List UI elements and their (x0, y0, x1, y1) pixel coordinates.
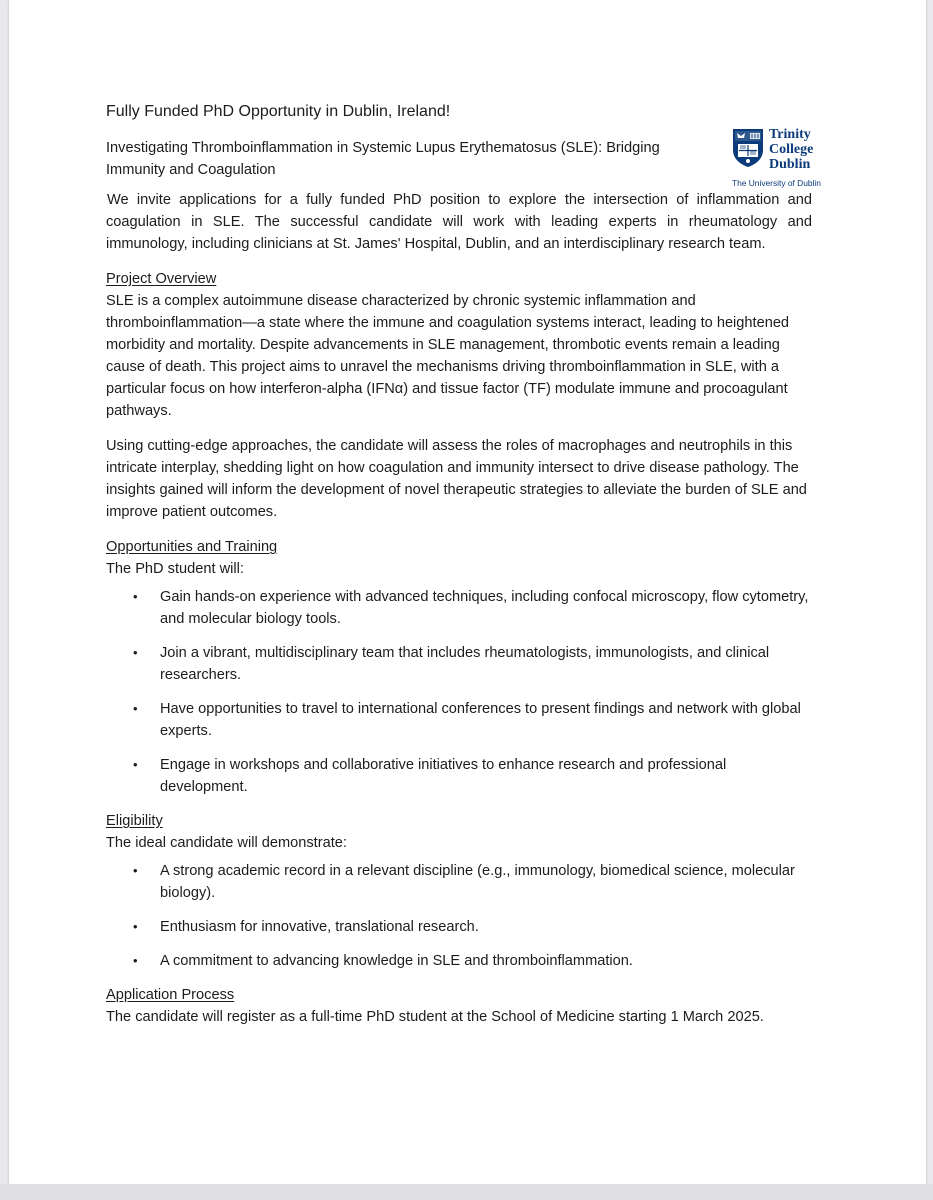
bullet-icon: • (133, 919, 138, 934)
logo-tagline: The University of Dublin (732, 178, 821, 188)
list-item (106, 698, 812, 742)
list-item (106, 586, 812, 630)
intro-paragraph: We invite applications for a fully funded PhD position to explore the intersection of inflammation and coagulation in SLE. The successful candidate will work with leading experts in rheumatology and immunology, including clinicians at St. James' Hospital, Dublin, and an interdisciplinary research team. (106, 192, 812, 252)
bullet-icon: • (133, 757, 138, 772)
training-list (106, 586, 812, 798)
bullet-icon: • (133, 701, 138, 716)
list-item (106, 860, 812, 904)
viewer-bottom-edge (0, 1184, 933, 1200)
list-item-text: A strong academic record in a relevant discipline (e.g., immunology, biomedical science, molecular biology). (160, 863, 795, 901)
list-item-text: Enthusiasm for innovative, translational research. (160, 919, 479, 935)
bullet-icon: • (133, 953, 138, 968)
bullet-icon: • (133, 589, 138, 604)
page-title: Fully Funded PhD Opportunity in Dublin, Ireland! (106, 103, 451, 120)
list-item-text: Have opportunities to travel to international conferences to present findings and network with global experts. (160, 701, 801, 739)
application-heading: Application Process (106, 987, 235, 1003)
logo-name-line2: College (769, 142, 814, 157)
list-item-text: Gain hands-on experience with advanced techniques, including confocal microscopy, flow cytometry, and molecular biology tools. (160, 589, 809, 627)
list-item-text: Engage in workshops and collaborative initiatives to enhance research and professional development. (160, 757, 727, 795)
list-item (106, 916, 812, 938)
overview-heading: Project Overview (106, 271, 217, 287)
eligibility-lead: The ideal candidate will demonstrate: (106, 835, 347, 851)
overview-paragraph-1: SLE is a complex autoimmune disease characterized by chronic systemic inflammation and thromboinflammation—a state where the immune and coagulation systems interact, leading to heightened morbidity and mortality. Despite advancements in SLE management, thrombotic events remain a leading cause of death. This project aims to unravel the mechanisms driving thromboinflammation in SLE, with a particular focus on how interferon-alpha (IFNα) and tissue factor (TF) modulate immune and procoagulant pathways. (106, 293, 790, 419)
list-item (106, 642, 812, 686)
bullet-icon: • (133, 645, 138, 660)
document-content (106, 100, 812, 1028)
list-item (106, 950, 812, 972)
logo-name-line3: Dublin (769, 157, 811, 172)
list-item-text: Join a vibrant, multidisciplinary team that includes rheumatologists, immunologists, and clinical researchers. (160, 645, 770, 683)
eligibility-list (106, 860, 812, 972)
list-item (106, 754, 812, 798)
overview-paragraph-2: Using cutting-edge approaches, the candidate will assess the roles of macrophages and neutrophils in this intricate interplay, shedding light on how coagulation and immunity intersect to drive disease pathology. The insights gained will inform the development of novel therapeutic strategies to alleviate the burden of SLE and improve patient outcomes. (106, 438, 807, 520)
logo-name-line1: Trinity (769, 127, 811, 142)
list-item-text: A commitment to advancing knowledge in SLE and thromboinflammation. (160, 953, 633, 969)
training-heading: Opportunities and Training (106, 539, 278, 555)
training-lead: The PhD student will: (106, 561, 244, 577)
project-title: Investigating Thromboinflammation in Systemic Lupus Erythematosus (SLE): Bridging Immunity and Coagulation (106, 140, 660, 178)
bullet-icon: • (133, 863, 138, 878)
eligibility-heading: Eligibility (106, 813, 163, 829)
application-text: The candidate will register as a full-time PhD student at the School of Medicine starting 1 March 2025. (106, 1009, 764, 1025)
